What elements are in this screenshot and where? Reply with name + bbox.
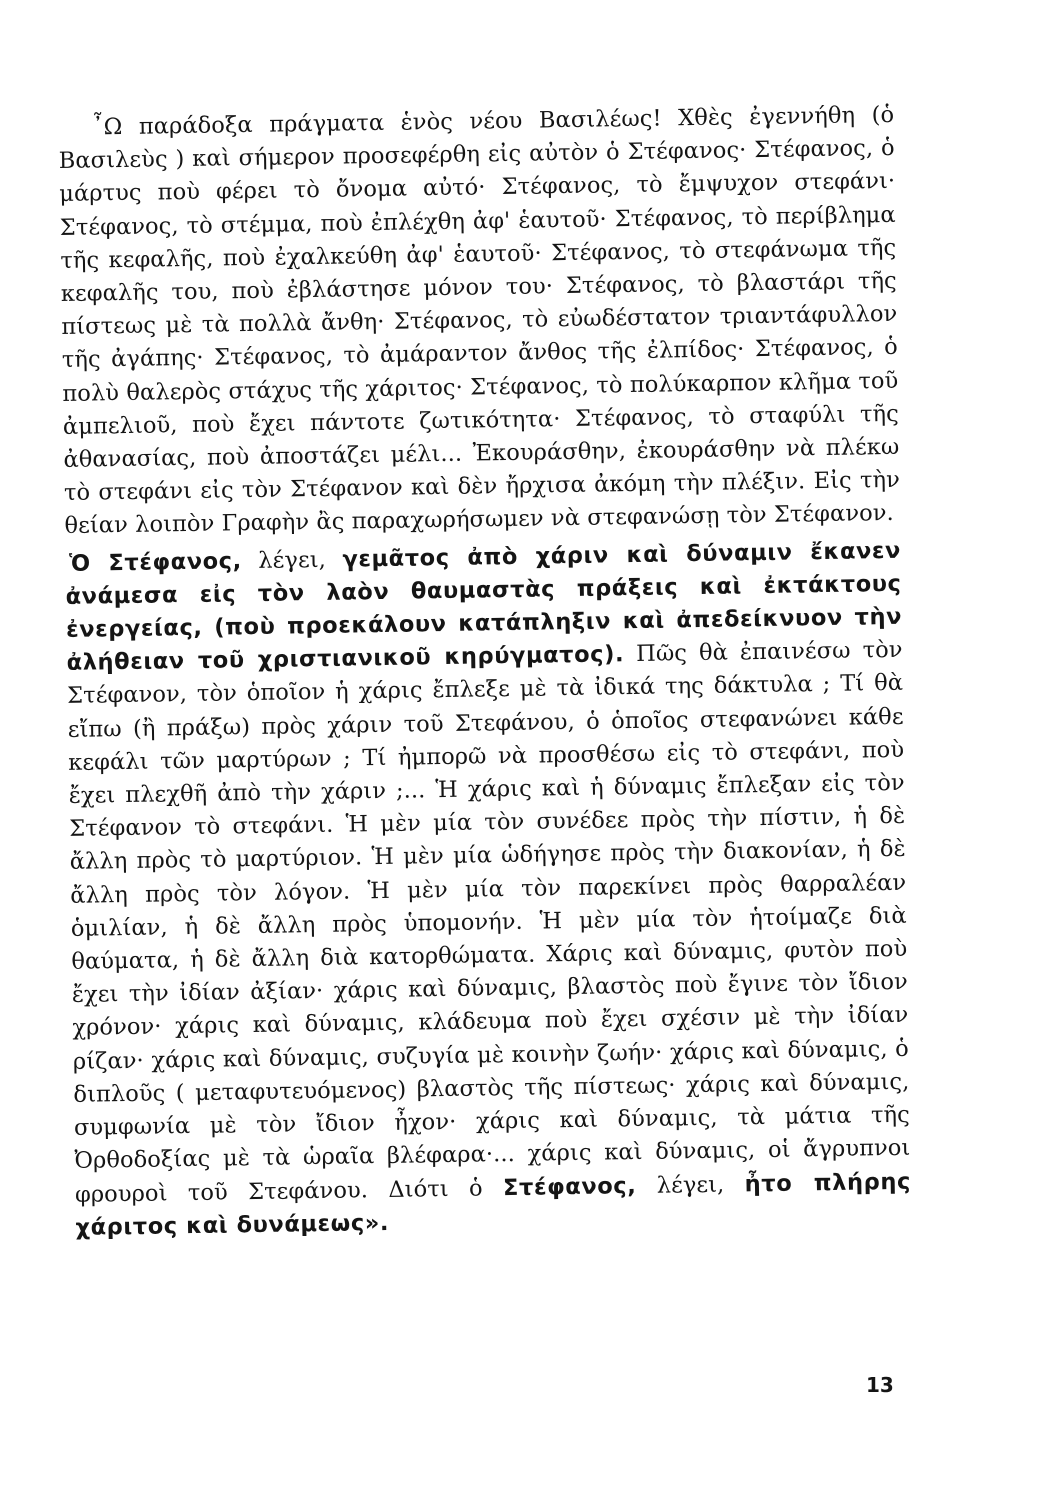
paragraph-2-body: Πῶς θὰ ἐπαινέσω τὸν Στέφανον, τὸν ὁποῖον ἡ χάρις ἔπλεξε μὲ τὰ ἰδικά της δάκτυλα ; Τί θὰ εἴπω (ἢ πράξω) πρὸς χάριν τοῦ Στεφάνου, ὁ ὁποῖος στεφανώνει κάθε κεφάλι τῶν μαρτύρων ; Τί ἠμπορῶ νὰ προσθέσω εἰς τὸ στεφάνι, ποὺ ἔχει πλεχθῆ ἀπὸ τὴν χάριν ;... Ἡ χάρις καὶ ἡ δύναμις ἔπλεξαν εἰς τὸν Στέφανον τὸ στεφάνι. Ἡ μὲν μία τὸν συνέδεε πρὸς τὴν πίστιν, ἡ δὲ ἄλλη πρὸς τὸ μαρτύριον. Ἡ μὲν μία ὡδήγησε πρὸς τὴν διακονίαν, ἡ δὲ ἄλλη πρὸς τὸν λόγον. Ἡ μὲν μία τὸν παρεκίνει πρὸς θαρραλέαν ὁμιλίαν, ἡ δὲ ἄλλη πρὸς ὑπομονήν. Ἡ μὲν μία τὸν ἡτοίμαζε διὰ θαύματα, ἡ δὲ ἄλλη διὰ κατορθώματα. Χάρις καὶ δύναμις, φυτὸν ποὺ ἔχει τὴν ἰδίαν ἀξίαν· χάρις καὶ δύναμις, βλαστὸς ποὺ ἔγινε τὸν ἴδιον χρόνον· χάρις καὶ δύναμις, κλάδευμα ποὺ ἔχει σχέσιν μὲ τὴν ἰδίαν ρίζαν· χάρις καὶ δύναμις, συζυγία μὲ κοινὴν ζωήν· χάρις καὶ δύναμις, ὁ διπλοῦς ( μεταφυτευόμενος) βλαστὸς τῆς πίστεως· χάρις καὶ δύναμις, συμφωνία μὲ τὸν ἴδιον ἦχον· χάρις καὶ δύναμις, τὰ μάτια τῆς Ὀρθοδοξίας μὲ τὰ ὡραῖα βλέφαρα·... χάρις καὶ δύναμις, οἱ ἄγρυπνοι φρουροὶ τοῦ Στεφάνου. Διότι ὁ <box>66 637 911 1208</box>
paragraph-1: ῏Ω παράδοξα πράγματα ἑνὸς νέου Βασιλέως! Χθὲς ἐγεννήθη (ὁ Βασιλεὺς ) καὶ σήμερον προσεφέρθη εἰς αὐτὸν ὁ Στέφανος· Στέφανος, ὁ μάρτυς ποὺ φέρει τὸ ὄνομα αὐτό· Στέφανος, τὸ ἔμψυχον στεφάνι· Στέφανος, τὸ στέμμα, ποὺ ἐπλέχθη ἀφ' ἑαυτοῦ· Στέφανος, τὸ περίβλημα τῆς κεφαλῆς, ποὺ ἐχαλκεύθη ἀφ' ἑαυτοῦ· Στέφανος, τὸ στεφάνωμα τῆς κεφαλῆς του, ποὺ ἐβλάστησε μόνον του· Στέφανος, τὸ βλαστάρι τῆς πίστεως μὲ τὰ πολλὰ ἄνθη· Στέφανος, τὸ εὐωδέστατον τριαντάφυλλον τῆς ἀγάπης· Στέφανος, τὸ ἀμάραντον ἄνθος τῆς ἐλπίδος· Στέφανος, ὁ πολὺ θαλερὸς στάχυς τῆς χάριτος· Στέφανος, τὸ πολύκαρπον κλῆμα τοῦ ἀμπελιοῦ, ποὺ ἔχει πάντοτε ζωτικότητα· Στέφανος, τὸ σταφύλι τῆς ἀθανασίας, ποὺ ἀποστάζει μέλι... Ἐκουράσθην, ἐκουράσθην νὰ πλέκω τὸ στεφάνι εἰς τὸν Στέφανον καὶ δὲν ἤρχισα ἀκόμη τὴν πλέξιν. Εἰς τὴν θείαν λοιπὸν Γραφὴν ἂς παραχωρήσωμεν νὰ στεφανώσῃ τὸν Στέφανον. <box>58 101 901 540</box>
bold-closing-quote: ἦτο πλήρης χάριτος καὶ δυνάμεως». <box>75 1168 912 1241</box>
closing-verb: λέγει, <box>636 1170 745 1199</box>
paragraph-2 <box>65 534 912 1244</box>
bold-scripture-quote: γεμᾶτος ἀπὸ χάριν καὶ δύναμιν ἔκανεν ἀνάμεσα εἰς τὸν λαὸν θαυμαστὰς πράξεις καὶ ἐκτάκτους ἐνεργείας, (ποὺ προεκάλουν κατάπληξιν καὶ ἀπεδείκνυον τὴν ἀλήθειαν τοῦ χριστιανικοῦ κηρύγματος). <box>65 537 903 677</box>
bold-intro: Ὁ Στέφανος, <box>68 547 242 577</box>
intro-verb: λέγει, <box>241 546 343 574</box>
page-number: 13 <box>866 1373 894 1397</box>
bold-name: Στέφανος, <box>502 1172 637 1201</box>
body-text <box>58 99 912 1245</box>
